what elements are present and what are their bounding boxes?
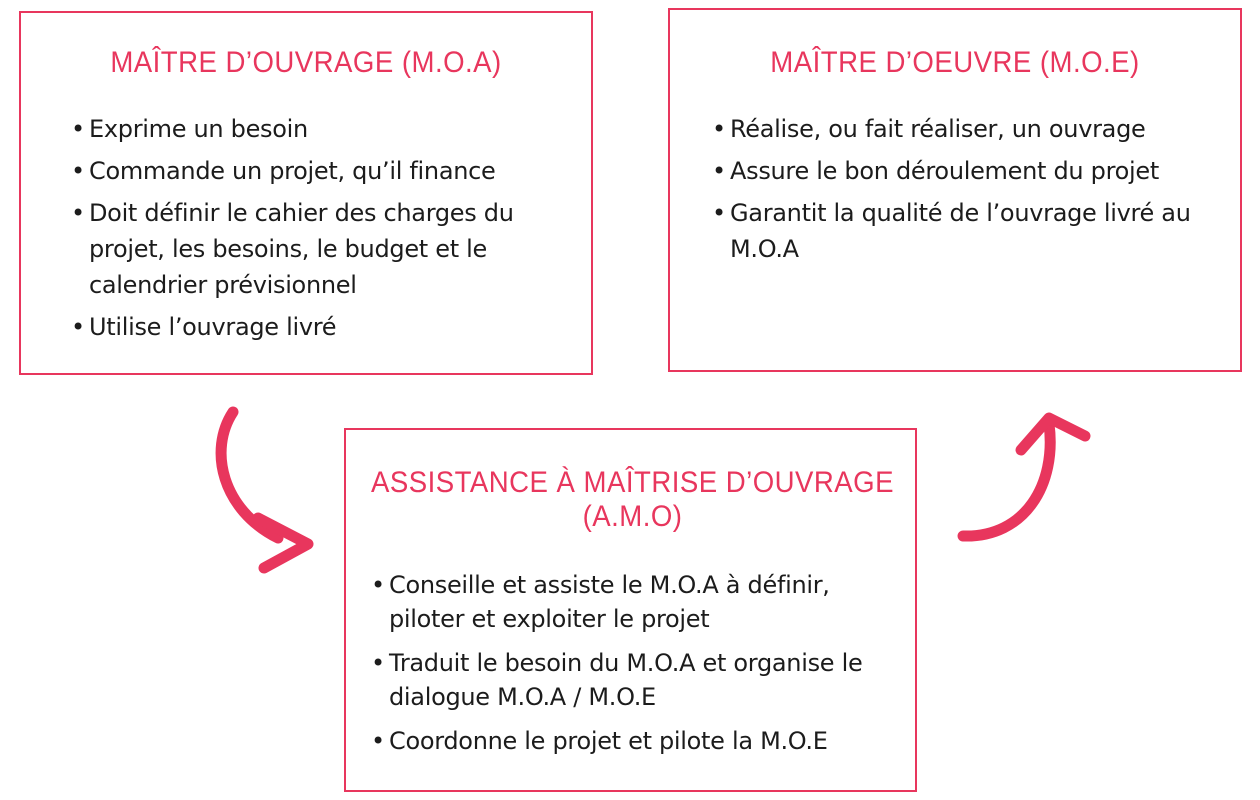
- moe-list: [712, 111, 1232, 273]
- amo-title-line-2: (A.M.O): [582, 500, 683, 533]
- arrow-moa-to-amo-icon: [200, 400, 330, 580]
- bullet-icon: •: [371, 649, 385, 677]
- list-item: [71, 195, 581, 303]
- amo-item-3: Coordonne le projet et pilote la M.O.E: [389, 727, 828, 755]
- list-item: [71, 153, 581, 189]
- list-item: [712, 111, 1232, 147]
- bullet-icon: •: [71, 199, 85, 227]
- moa-list: [71, 111, 581, 351]
- amo-item-2: Traduit le besoin du M.O.A et organise le dialogue M.O.A / M.O.E: [389, 649, 863, 711]
- list-item: [71, 111, 581, 147]
- moa-item-3: Doit définir le cahier des charges du projet, les besoins, le budget et le calendrier prévisionnel: [89, 199, 514, 299]
- list-item: [712, 153, 1232, 189]
- bullet-icon: •: [712, 157, 726, 185]
- moa-item-4: Utilise l’ouvrage livré: [89, 313, 337, 341]
- moe-item-3: Garantit la qualité de l’ouvrage livré au M.O.A: [730, 199, 1191, 263]
- bullet-icon: •: [712, 199, 726, 227]
- amo-item-1: Conseille et assiste le M.O.A à définir, piloter et exploiter le projet: [389, 571, 830, 633]
- arrow-amo-to-moe-icon: [945, 400, 1105, 560]
- moa-box: [19, 11, 593, 375]
- list-item: [371, 724, 911, 758]
- bullet-icon: •: [371, 571, 385, 599]
- bullet-icon: •: [71, 115, 85, 143]
- bullet-icon: •: [371, 727, 385, 755]
- moe-title: MAÎTRE D’OEUVRE (M.O.E): [770, 46, 1140, 79]
- bullet-icon: •: [712, 115, 726, 143]
- amo-title-line-1: ASSISTANCE À MAÎTRISE D’OUVRAGE: [371, 466, 894, 499]
- bullet-icon: •: [71, 157, 85, 185]
- moa-item-2: Commande un projet, qu’il finance: [89, 157, 496, 185]
- amo-box: [344, 428, 917, 792]
- list-item: [712, 195, 1232, 267]
- list-item: [371, 646, 911, 714]
- list-item: [71, 309, 581, 345]
- moa-item-1: Exprime un besoin: [89, 115, 308, 143]
- bullet-icon: •: [71, 313, 85, 341]
- amo-title: [369, 466, 896, 534]
- amo-list: [371, 568, 911, 768]
- moe-box: [668, 8, 1242, 372]
- list-item: [371, 568, 911, 636]
- moe-item-2: Assure le bon déroulement du projet: [730, 157, 1159, 185]
- moa-title: MAÎTRE D’OUVRAGE (M.O.A): [110, 46, 502, 79]
- moe-item-1: Réalise, ou fait réaliser, un ouvrage: [730, 115, 1146, 143]
